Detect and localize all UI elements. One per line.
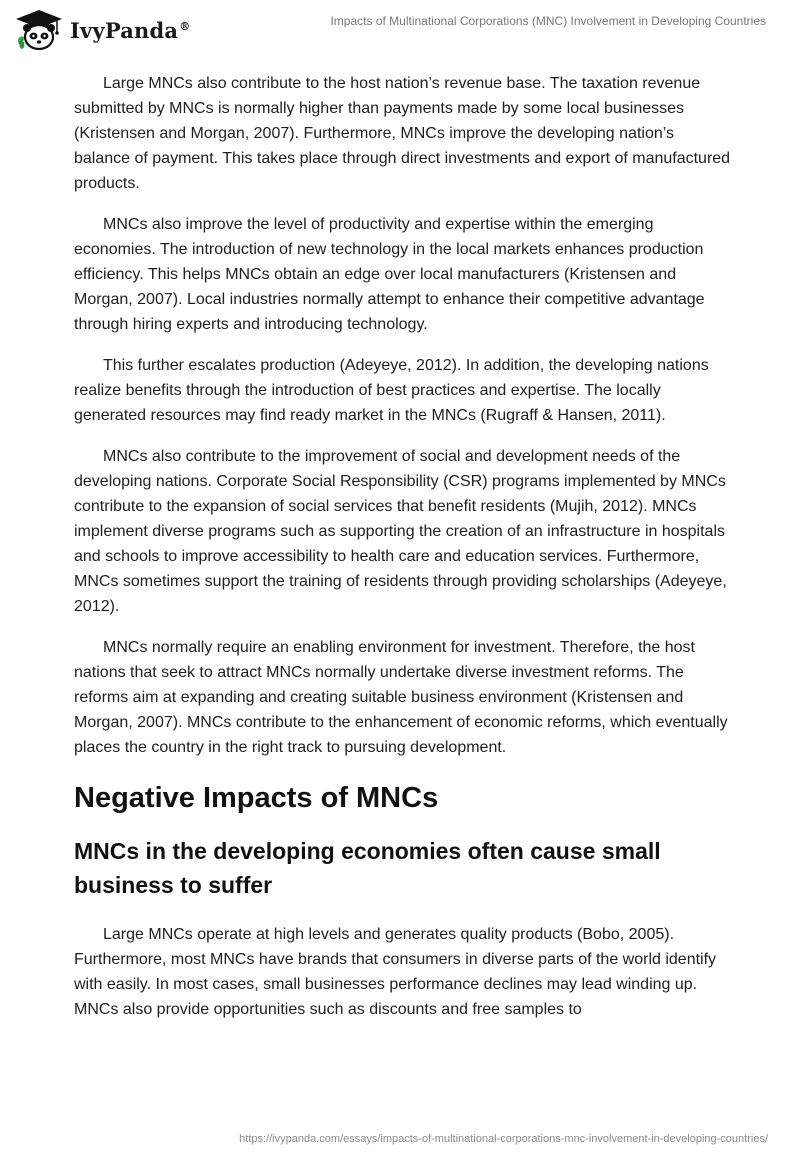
ivypanda-logo[interactable]: [14, 8, 190, 52]
paragraph-social-development: MNCs also contribute to the improvement of social and development needs of the developing nations. Corporate Social Responsibility (CSR) programs implemented by MNCs contribute to the expansion of social services that benefit residents (Mujih, 2012). MNCs implement diverse programs such as supporting the creation of an infrastructure in hospitals and schools to improve accessibility to health care and education services. Furthermore, MNCs sometimes support the training of residents through providing scholarships (Adeyeye, 2012).: [74, 448, 727, 615]
source-url[interactable]: https://ivypanda.com/essays/impacts-of-multinational-corporations-mnc-involvement-in-developing-countries/: [239, 1133, 768, 1145]
panda-graduate-icon: [14, 8, 64, 52]
registered-mark: ®: [179, 19, 191, 33]
brand-name: IvyPanda®: [70, 17, 191, 43]
paragraph-investment-reforms: MNCs normally require an enabling environment for investment. Therefore, the host nations that seek to attract MNCs normally undertake diverse investment reforms. The reforms aim at expanding and creating suitable business environment (Kristensen and Morgan, 2007). MNCs contribute to the enhancement of economic reforms, which eventually places the country in the right track to pursuing development.: [74, 639, 728, 756]
section-heading-negative-impacts: Negative Impacts of MNCs: [74, 782, 439, 814]
article-body: [74, 71, 734, 1038]
paragraph-revenue-base: Large MNCs also contribute to the host nation’s revenue base. The taxation revenue submitted by MNCs is normally higher than payments made by some local businesses (Kristensen and Morgan, 2007). Furthermore, MNCs improve the developing nation’s balance of payment. This takes place through direct investments and export of manufactured products.: [74, 75, 731, 192]
subheading-small-business: MNCs in the developing economies often cause small business to suffer: [74, 838, 661, 898]
paragraph-productivity: MNCs also improve the level of productivity and expertise within the emerging economies. The introduction of new technology in the local markets enhances production efficiency. This helps MNCs obtain an edge over local manufacturers (Kristensen and Morgan, 2007). Local industries normally attempt to enhance their competitive advantage through hiring experts and introducing technology.: [74, 216, 705, 333]
page-header: [0, 0, 800, 60]
paragraph-large-mncs: Large MNCs operate at high levels and generates quality products (Bobo, 2005). Furthermore, most MNCs have brands that consumers in diverse parts of the world identify with easily. In most cases, small businesses performance declines may lead winding up. MNCs also provide opportunities such as discounts and free samples to: [74, 926, 717, 1018]
paragraph-production: This further escalates production (Adeyeye, 2012). In addition, the developing nations realize benefits through the introduction of best practices and expertise. The locally generated resources may find ready market in the MNCs (Rugraff & Hansen, 2011).: [74, 357, 709, 424]
document-title: Impacts of Multinational Corporations (MNC) Involvement in Developing Countries: [330, 14, 766, 28]
